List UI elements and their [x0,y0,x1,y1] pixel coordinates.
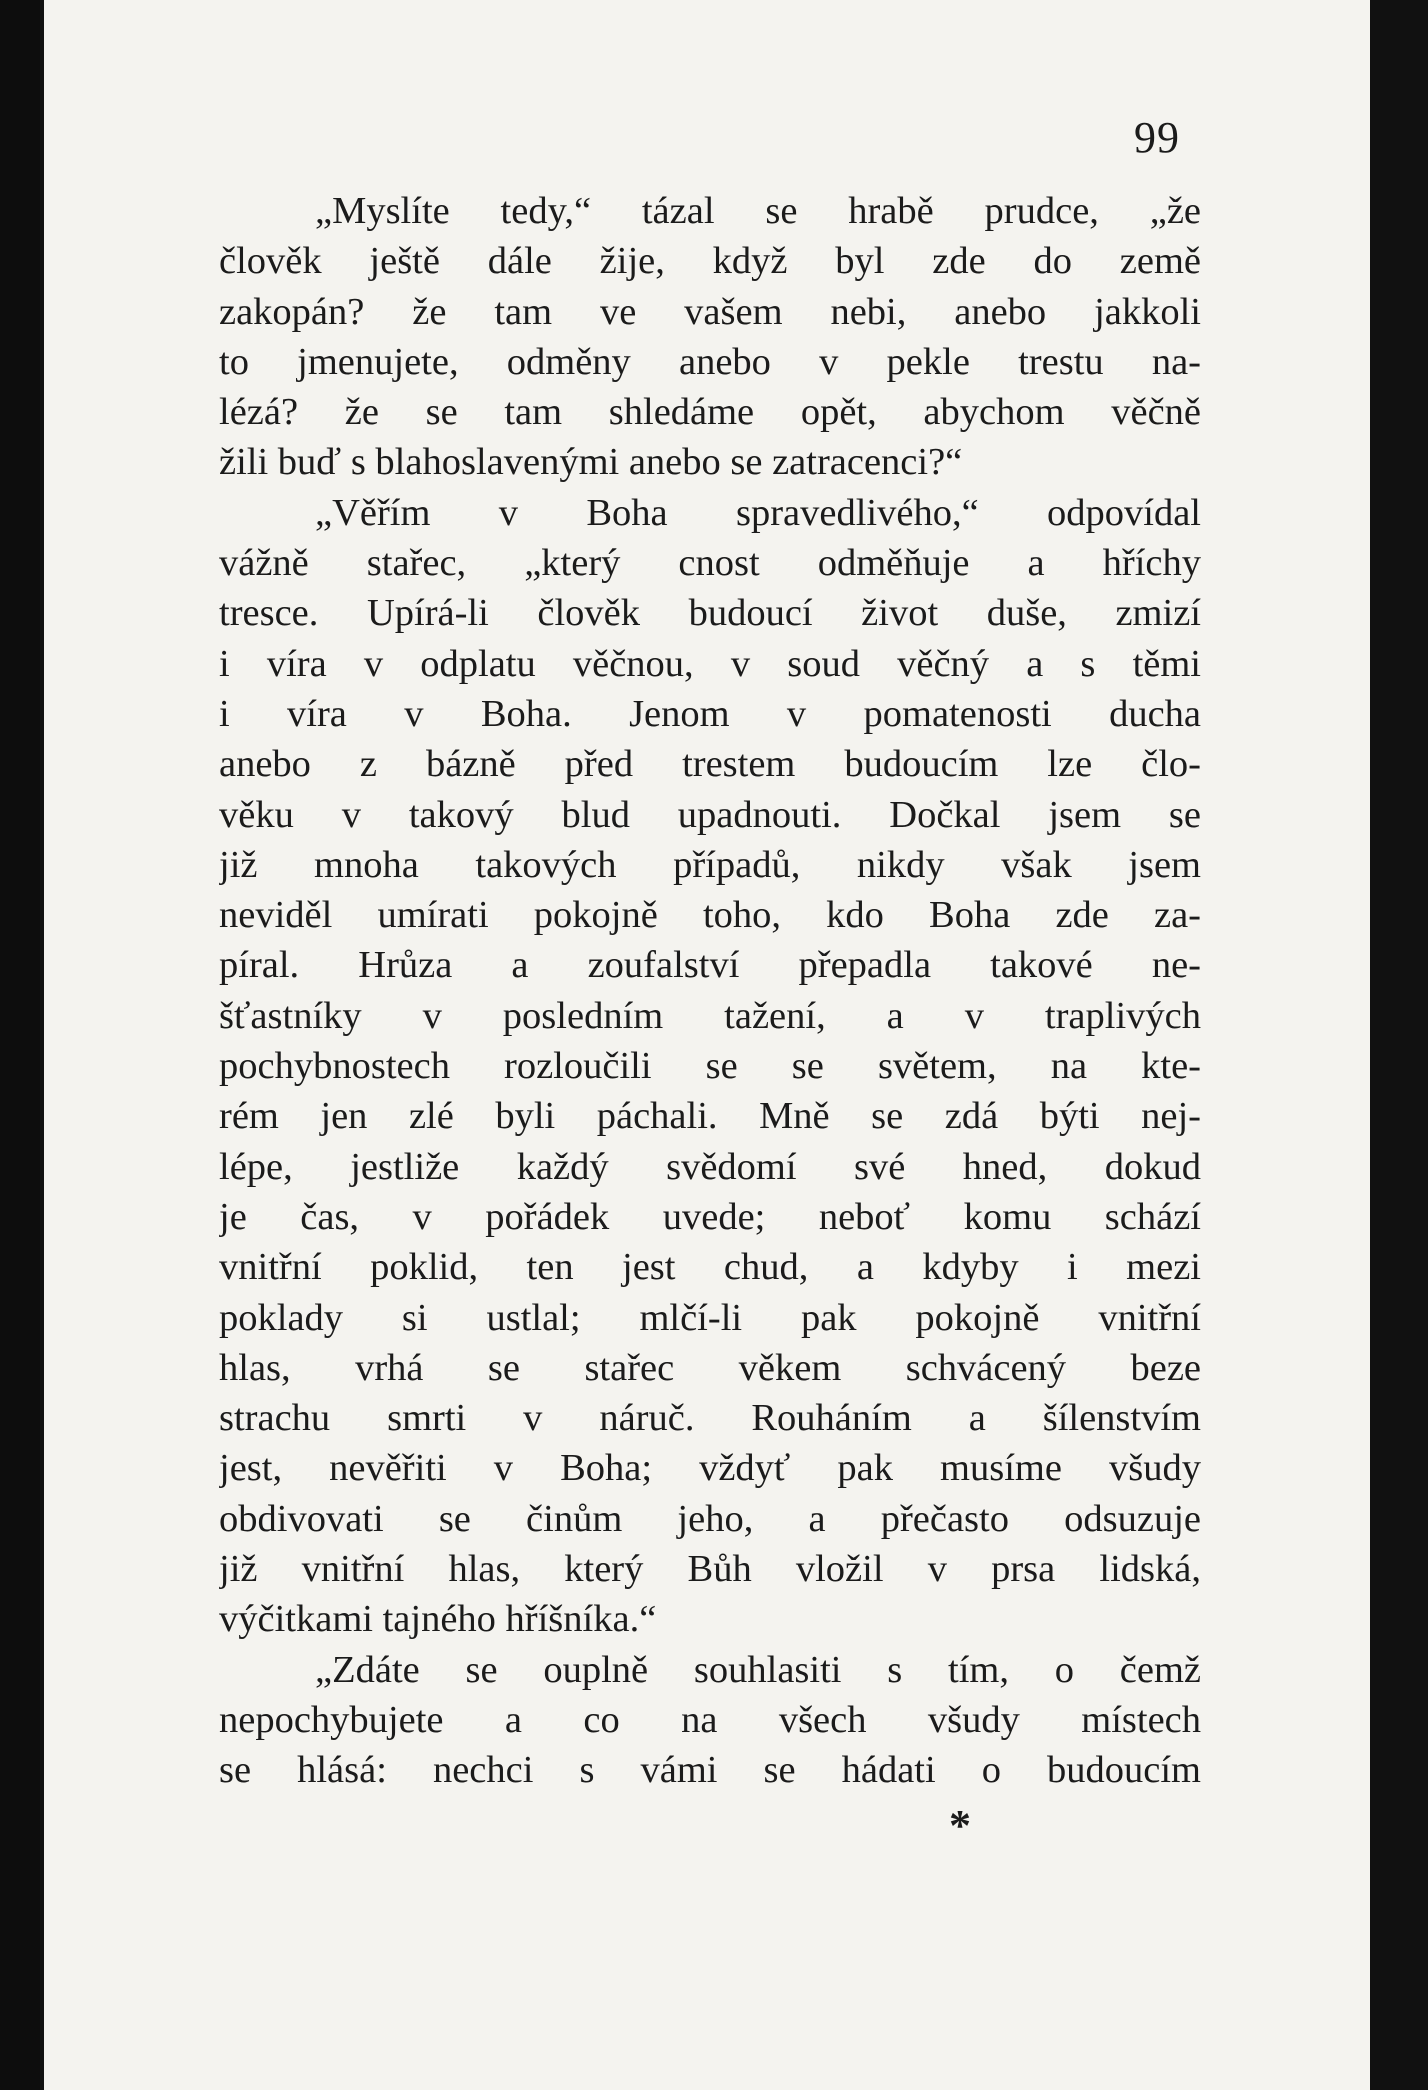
text-line: „Myslíte tedy,“ tázal se hrabě prudce, „že [315,190,1201,232]
text-line: to jmenujete, odměny anebo v pekle trestu na- [219,340,1201,383]
text-line: i víra v Boha. Jenom v pomatenosti ducha [219,692,1201,735]
text-line: strachu smrti v náruč. Rouháním a šílenstvím [219,1397,1201,1440]
text-line: pochybnostech rozloučili se se světem, na kte- [219,1045,1201,1088]
text-line: věku v takový blud upadnouti. Dočkal jsem se [219,793,1201,836]
text-line: tresce. Upírá-li člověk budoucí život duše, zmizí [219,592,1201,635]
text-line: již vnitřní hlas, který Bůh vložil v prsa lidská, [219,1548,1201,1591]
text-line: rém jen zlé byli páchali. Mně se zdá býti nej- [219,1095,1201,1138]
text-line: jest, nevěřiti v Boha; vždyť pak musíme všudy [219,1447,1201,1490]
text-line: hlas, vrhá se stařec věkem schvácený beze [219,1346,1201,1389]
text-line: lézá? že se tam shledáme opět, abychom věčně [219,391,1201,434]
text-line: šťastníky v posledním tažení, a v traplivých [219,994,1201,1037]
text-line: „Věřím v Boha spravedlivého,“ odpovídal [315,491,1201,534]
text-line: již mnoha takových případů, nikdy však jsem [219,843,1201,886]
body-text [219,186,1201,1796]
text-line: poklady si ustlal; mlčí-li pak pokojně vnitřní [219,1296,1201,1339]
book-binding-edge [0,0,40,2090]
book-page [40,0,1374,2090]
text-line: lépe, jestliže každý svědomí své hned, dokud [219,1145,1201,1188]
text-line: výčitkami tajného hříšníka.“ [219,1598,657,1641]
text-line: „Zdáte se ouplně souhlasiti s tím, o čemž [315,1648,1201,1691]
text-line: zakopán? že tam ve vašem nebi, anebo jakkoli [219,290,1201,333]
text-line: píral. Hrůza a zoufalství přepadla takové ne- [219,944,1201,987]
text-line: i víra v odplatu věčnou, v soud věčný a s těmi [219,642,1201,685]
text-line: vnitřní poklid, ten jest chud, a kdyby i mezi [219,1246,1201,1289]
text-line: anebo z bázně před trestem budoucím lze člo- [219,743,1201,786]
text-line: nepochybujete a co na všech všudy místech [219,1698,1201,1741]
page-number: 99 [1134,113,1180,162]
text-line: vážně stařec, „který cnost odměňuje a hříchy [219,542,1201,585]
text-line: žili buď s blahoslavenými anebo se zatracenci?“ [219,441,963,484]
scan-border [1370,0,1428,2090]
signature-mark: * [949,1801,971,1850]
text-line: obdivovati se činům jeho, a přečasto odsuzuje [219,1497,1201,1540]
text-line: člověk ještě dále žije, když byl zde do země [219,240,1201,283]
text-line: neviděl umírati pokojně toho, kdo Boha zde za- [219,894,1201,937]
text-line: je čas, v pořádek uvede; neboť komu schází [219,1195,1201,1238]
text-line: se hlásá: nechci s vámi se hádati o budoucím [219,1749,1201,1792]
